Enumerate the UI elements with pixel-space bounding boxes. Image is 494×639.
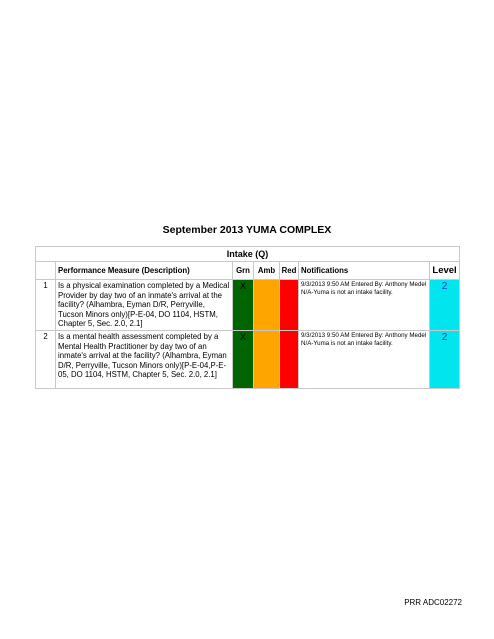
column-header-row (36, 262, 460, 280)
row-measure: Is a mental health assessment completed by a Mental Health Practitioner by day two of an inmate's arrival at the facility? (Alhambra, Eyman D/R, Perryville, Tucson Minors only)[P-E-04,P-E-05, DO 1104, HSTM, Chapter 5, Sec. 2.0, 2.1] (56, 330, 233, 388)
header-amb: Amb (254, 262, 280, 280)
row-grn-cell: X (233, 330, 254, 388)
header-number (36, 262, 56, 280)
row-red-cell (280, 280, 299, 331)
header-measure: Performance Measure (Description) (56, 262, 233, 280)
row-red-cell (280, 330, 299, 388)
page-footer-id: PRR ADC02272 (404, 598, 462, 607)
notification-text: N/A-Yuma is not an intake facility. (301, 288, 393, 296)
row-notifications (299, 280, 430, 331)
notification-text: N/A-Yuma is not an intake facility. (301, 339, 393, 347)
table-row (36, 330, 460, 388)
row-level: 2 (430, 330, 460, 388)
table-row (36, 280, 460, 331)
performance-table (35, 246, 460, 389)
header-red: Red (280, 262, 299, 280)
header-grn: Grn (233, 262, 254, 280)
row-number: 2 (36, 330, 56, 388)
row-measure: Is a physical examination completed by a Medical Provider by day two of an inmate's arrival at the facility? (Alhambra, Eyman D/R, Perryville, Tucson Minors only)[P-E-04, DO 1104, HSTM, Chapter 5, Sec. 2.0, 2.1] (56, 280, 233, 331)
notification-entry: 9/3/2013 9:50 AM Entered By: Anthony Medel (301, 281, 427, 288)
row-notifications (299, 330, 430, 388)
row-grn-cell: X (233, 280, 254, 331)
notification-entry: 9/3/2013 9:50 AM Entered By: Anthony Medel (301, 331, 427, 339)
header-level: Level (430, 262, 460, 280)
row-amb-cell (254, 280, 280, 331)
row-number: 1 (36, 280, 56, 331)
row-amb-cell (254, 330, 280, 388)
header-notifications: Notifications (299, 262, 430, 280)
row-level: 2 (430, 280, 460, 331)
section-header-row (36, 247, 460, 262)
section-title: Intake (Q) (36, 247, 460, 262)
page-title: September 2013 YUMA COMPLEX (162, 224, 332, 236)
